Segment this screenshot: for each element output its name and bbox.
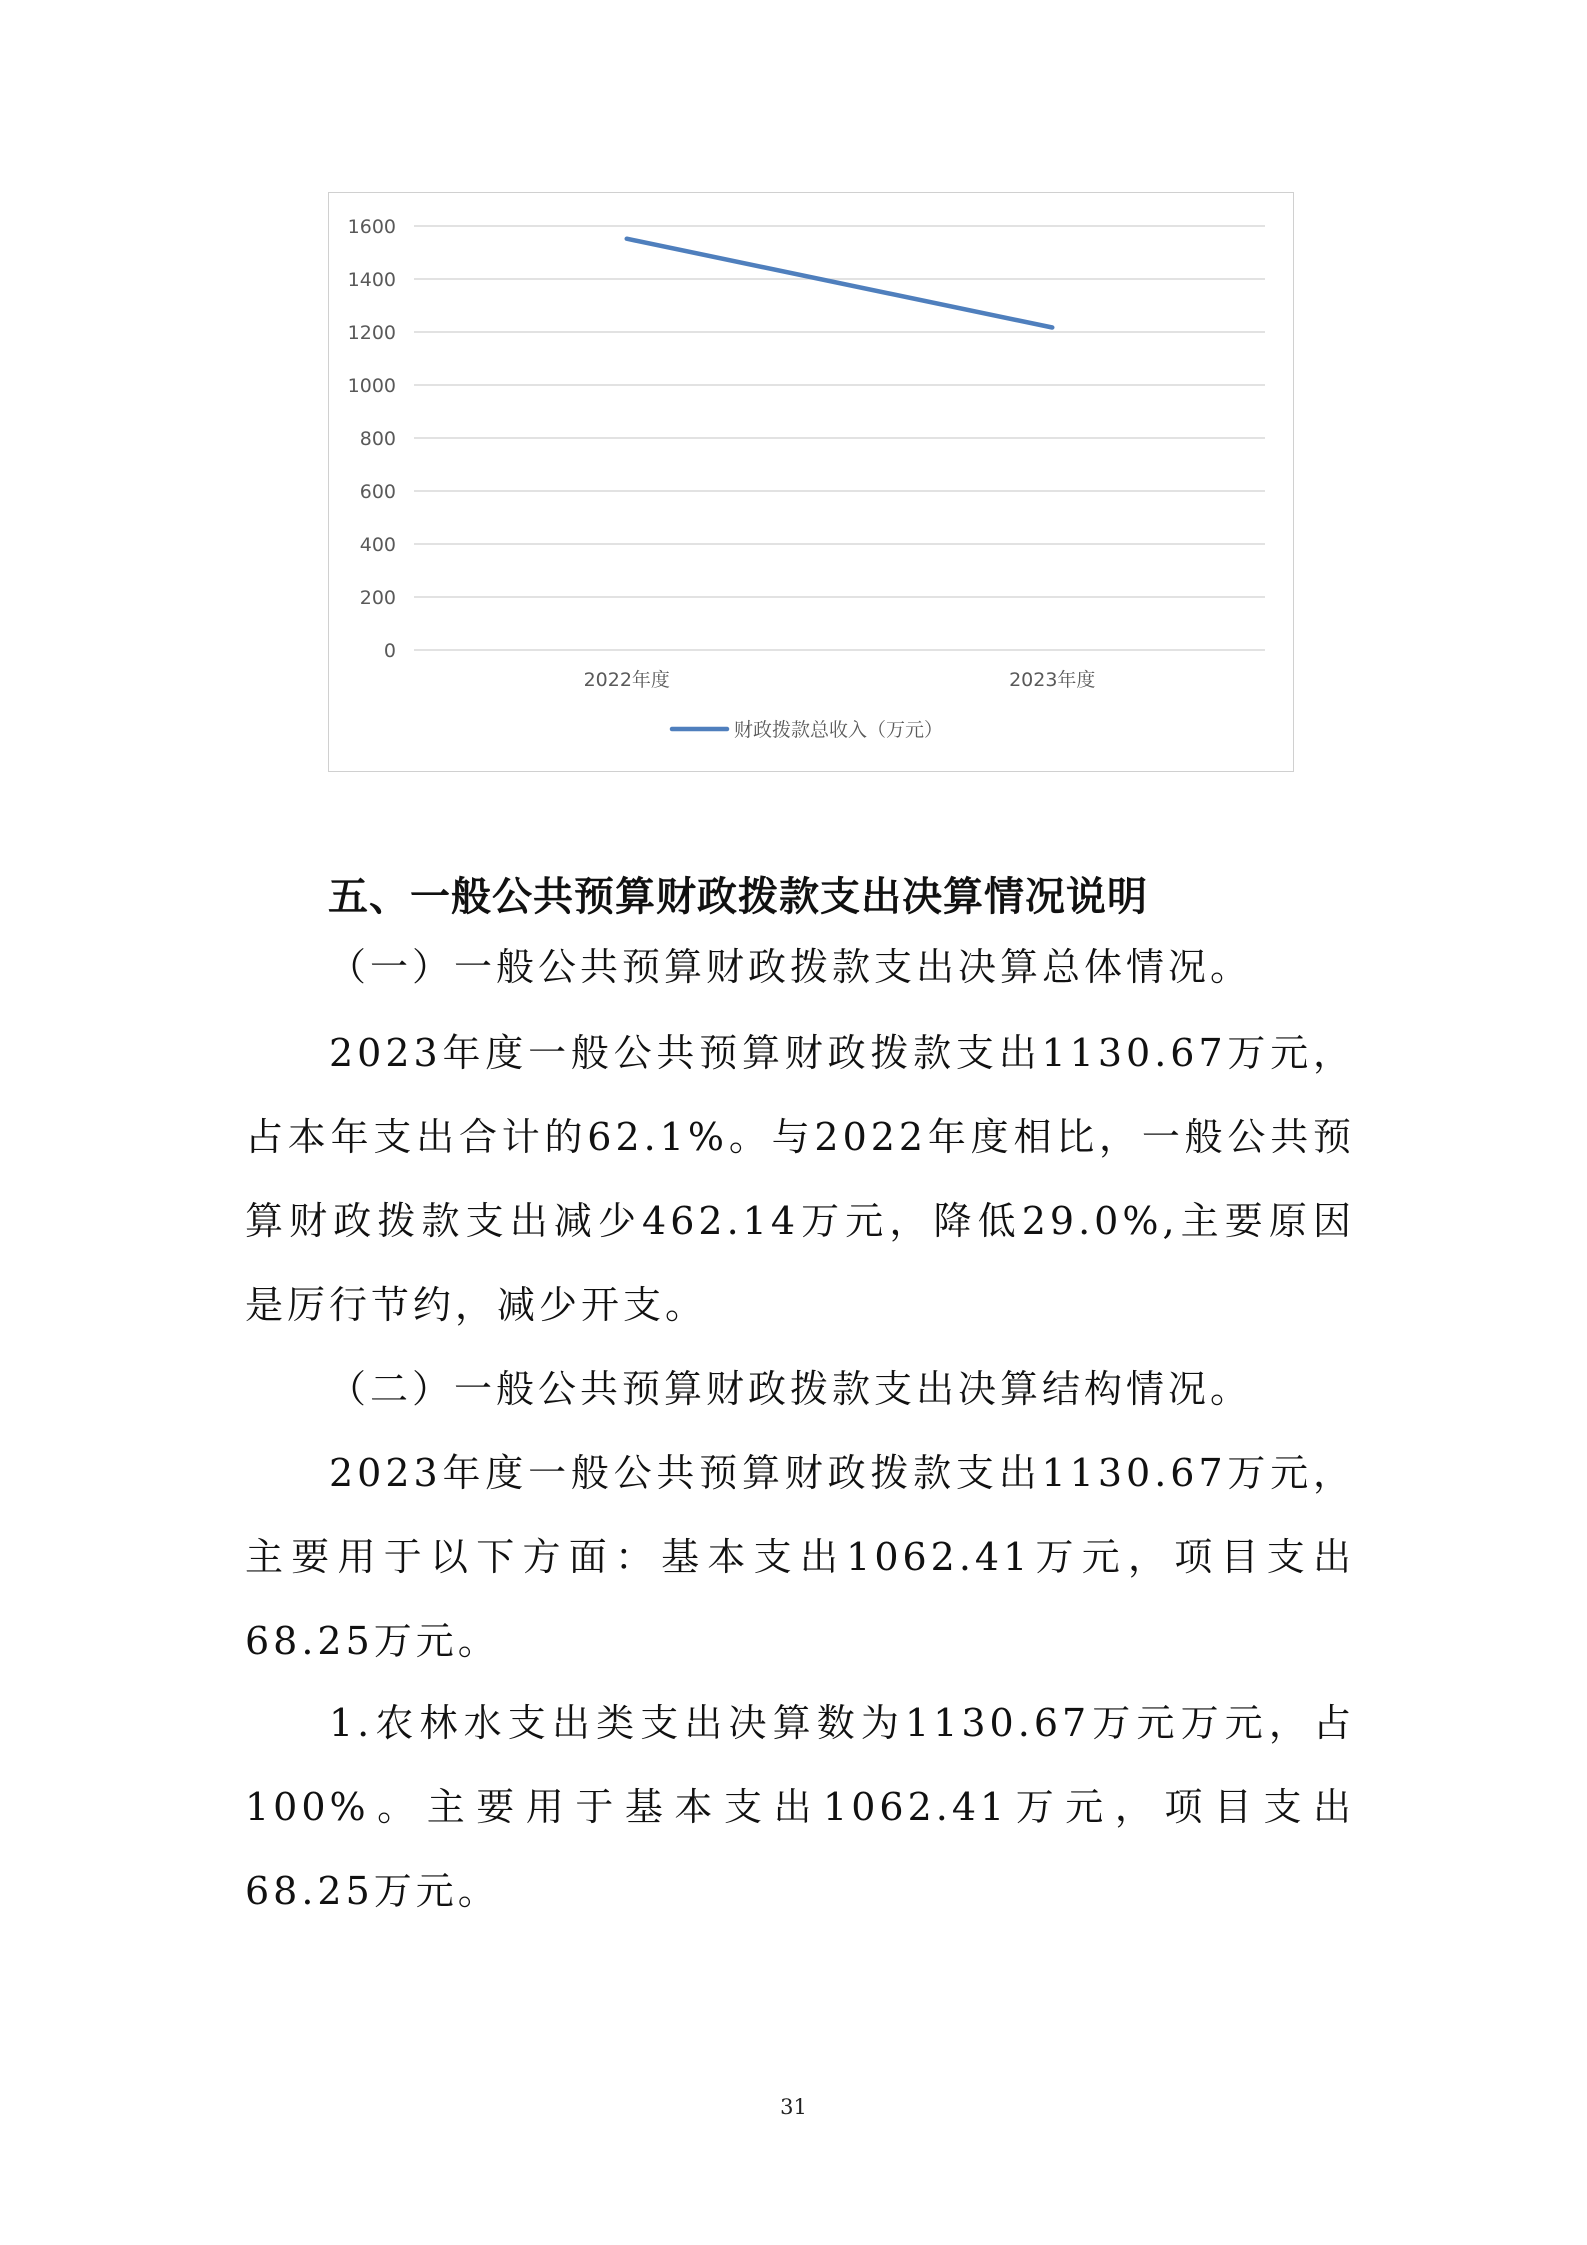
- y-tick-label: 1200: [347, 322, 396, 344]
- series-line: [627, 239, 1053, 328]
- y-tick-label: 0: [383, 640, 396, 662]
- subheading-structure: （二）一般公共预算财政拨款支出决算结构情况。: [328, 1367, 1253, 1411]
- x-tick-label: 2023年度: [1009, 669, 1096, 691]
- x-tick-label: 2022年度: [583, 669, 670, 691]
- section-heading: 五、一般公共预算财政拨款支出决算情况说明: [328, 874, 1148, 920]
- y-tick-label: 1600: [347, 216, 396, 238]
- y-tick-label: 200: [359, 587, 396, 609]
- paragraph-overall: 2023年度一般公共预算财政拨款支出1130.67万元，占本年支出合计的62.1%。与2022年度相比，一般公共预算财政拨款支出减少462.14万元，降低29.0%,主要原因是厉行节约，减少开支。: [245, 1031, 1355, 1327]
- y-tick-label: 1400: [347, 269, 396, 291]
- subheading-overall: （一）一般公共预算财政拨款支出决算总体情况。: [328, 945, 1253, 989]
- paragraph-agriculture: 1.农林水支出类支出决算数为1130.67万元万元，占100%。主要用于基本支出1062.41万元，项目支出68.25万元。: [245, 1701, 1355, 1913]
- chart-canvas: [329, 193, 1295, 773]
- y-tick-label: 800: [359, 428, 396, 450]
- y-tick-label: 1000: [347, 375, 396, 397]
- y-tick-label: 400: [359, 534, 396, 556]
- paragraph-structure: 2023年度一般公共预算财政拨款支出1130.67万元，主要用于以下方面：基本支出1062.41万元，项目支出68.25万元。: [245, 1451, 1355, 1663]
- page-number: 31: [780, 2095, 807, 2119]
- y-tick-label: 600: [359, 481, 396, 503]
- legend-label: 财政拨款总收入（万元）: [734, 719, 944, 741]
- revenue-line-chart: [328, 192, 1294, 772]
